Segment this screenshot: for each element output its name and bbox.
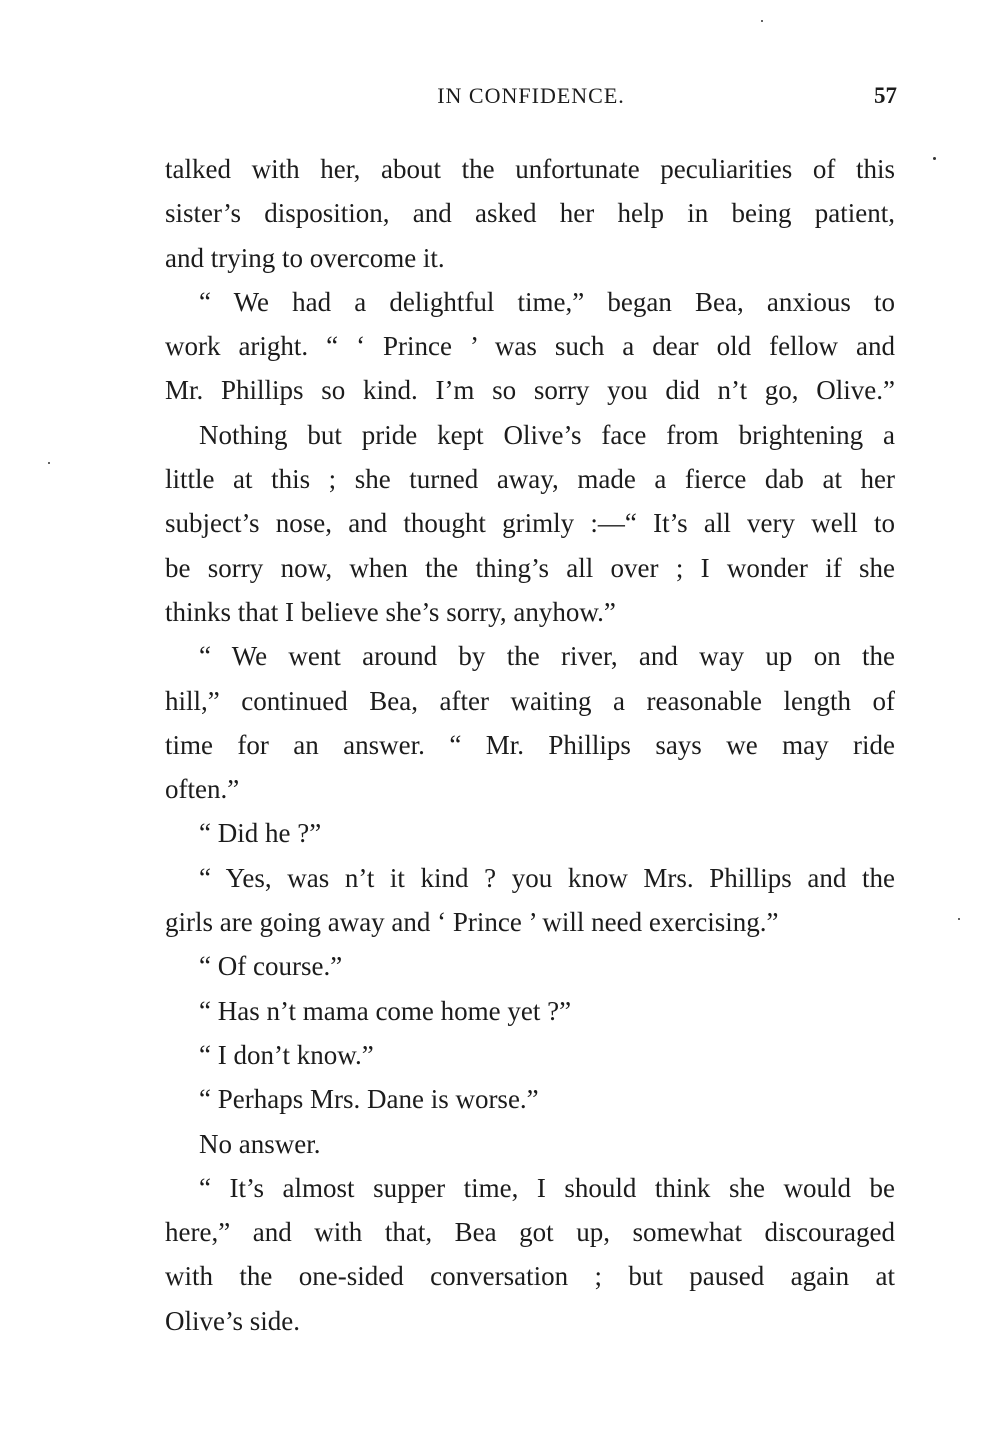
text-line: “ Of course.”: [199, 951, 343, 982]
text-line: Mr. Phillips so kind. I’m so sorry you did n’t go, Olive.”: [165, 375, 895, 406]
running-title: IN CONFIDENCE.: [437, 83, 625, 108]
text-line: sister’s disposition, and asked her help in being patient,: [165, 198, 895, 229]
text-line: “ Perhaps Mrs. Dane is worse.”: [199, 1084, 539, 1115]
text-line: “ Yes, was n’t it kind ? you know Mrs. Phillips and the: [199, 862, 895, 893]
text-line: often.”: [165, 774, 240, 805]
text-line: No answer.: [199, 1128, 321, 1159]
text-line: thinks that I believe she’s sorry, anyhow.”: [165, 596, 616, 627]
text-line: Olive’s side.: [165, 1305, 300, 1336]
text-line: work aright. “ ‘ Prince ’ was such a dear old fellow and: [165, 331, 895, 362]
text-line: talked with her, about the unfortunate peculiarities of this: [165, 154, 895, 184]
text-line: be sorry now, when the thing’s all over ; I wonder if she: [165, 552, 895, 583]
text-line: subject’s nose, and thought grimly :—“ It’s all very well to: [165, 508, 895, 539]
text-line: “ I don’t know.”: [199, 1039, 374, 1070]
text-line: “ Did he ?”: [199, 818, 322, 849]
scan-speck: [958, 918, 960, 920]
text-line: and trying to overcome it.: [165, 242, 445, 273]
scan-speck: [761, 20, 763, 22]
scan-speck: [933, 157, 936, 160]
body-text: [165, 147, 895, 1343]
text-line: Nothing but pride kept Olive’s face from brightening a: [199, 419, 895, 450]
text-line: “ Has n’t mama come home yet ?”: [199, 995, 572, 1026]
text-line: with the one-sided conversation ; but paused again at: [165, 1261, 895, 1292]
text-line: time for an answer. “ Mr. Phillips says we may ride: [165, 729, 895, 760]
text-line: “ We went around by the river, and way up on the: [199, 641, 895, 672]
text-line: here,” and with that, Bea got up, somewhat discouraged: [165, 1217, 895, 1248]
text-line: little at this ; she turned away, made a fierce dab at her: [165, 464, 895, 495]
running-head: [165, 83, 897, 119]
text-line: “ It’s almost supper time, I should think she would be: [199, 1172, 895, 1203]
text-line: girls are going away and ‘ Prince ’ will need exercising.”: [165, 907, 779, 938]
text-line: “ We had a delightful time,” began Bea, anxious to: [199, 286, 895, 317]
text-line: hill,” continued Bea, after waiting a reasonable length of: [165, 685, 895, 716]
page-number: 57: [874, 83, 897, 108]
scan-speck: [48, 462, 50, 464]
